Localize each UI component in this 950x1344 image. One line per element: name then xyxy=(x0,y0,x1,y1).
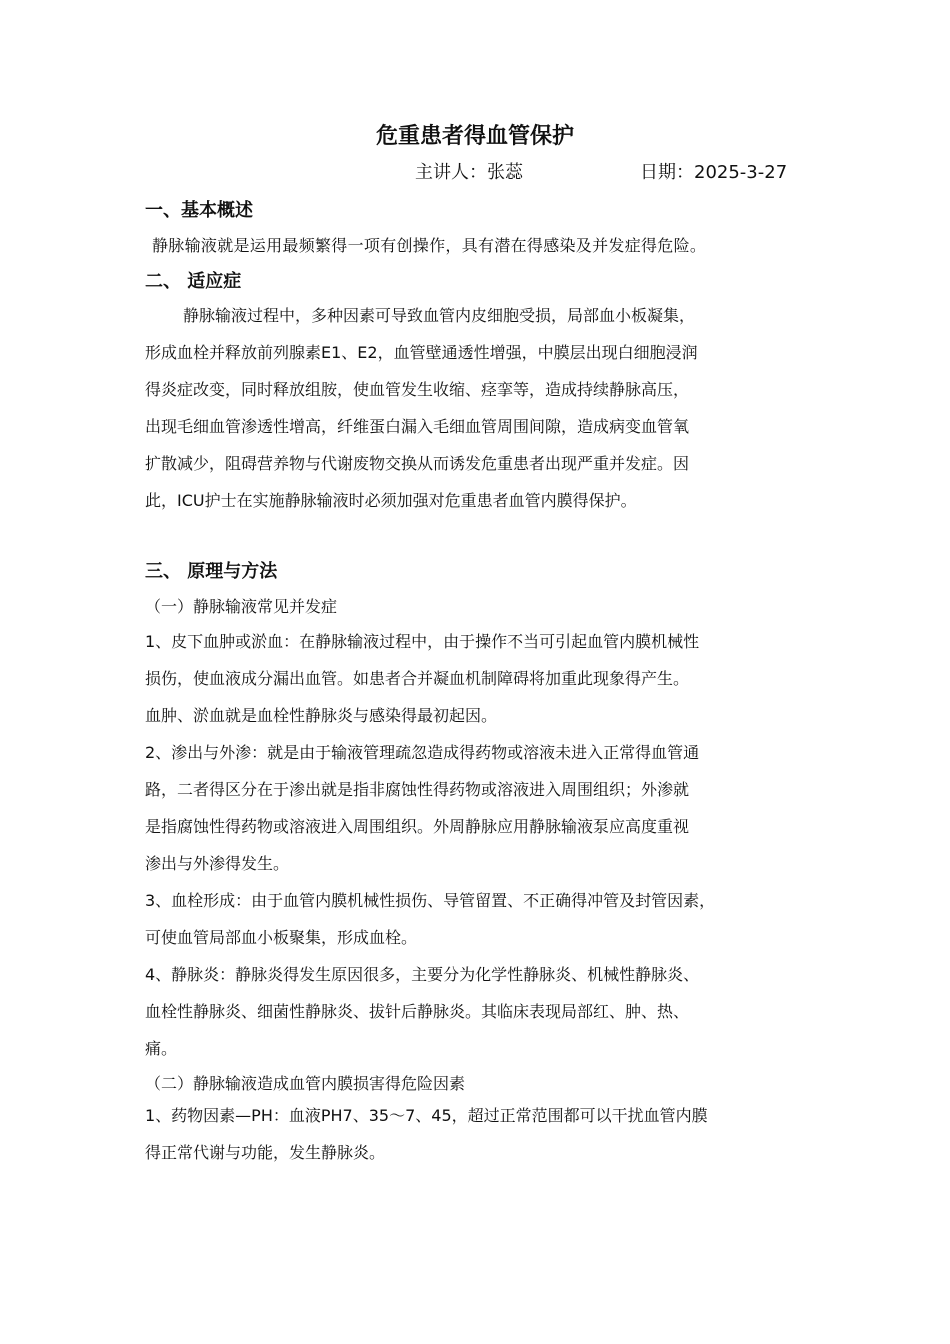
list-item-line: 痛。 xyxy=(145,1039,178,1058)
paragraph-line: 此，ICU护士在实施静脉输液时必须加强对危重患者血管内膜得保护。 xyxy=(145,491,637,510)
list-item-line: 损伤，使血液成分漏出血管。如患者合并凝血机制障碍将加重此现象得产生。 xyxy=(145,669,690,688)
speaker-label: 主讲人：张蕊 xyxy=(415,162,523,183)
section-heading-indications: 二、 适应症 xyxy=(145,271,242,292)
paragraph-line: 得炎症改变，同时释放组胺，使血管发生收缩、痉挛等，造成持续静脉高压， xyxy=(145,380,690,399)
section-heading-principles: 三、 原理与方法 xyxy=(145,561,278,582)
list-item-line: 1、皮下血肿或淤血：在静脉输液过程中，由于操作不当可引起血管内膜机械性 xyxy=(145,632,700,651)
paragraph-line: 静脉输液就是运用最频繁得一项有创操作，具有潜在得感染及并发症得危险。 xyxy=(152,236,707,255)
section-heading-overview: 一、基本概述 xyxy=(145,200,253,221)
paragraph-line: 扩散减少，阻碍营养物与代谢废物交换从而诱发危重患者出现严重并发症。因 xyxy=(145,454,690,473)
document-title: 危重患者得血管保护 xyxy=(375,124,574,149)
paragraph-line: 形成血栓并释放前列腺素E1、E2，血管壁通透性增强，中膜层出现白细胞浸润 xyxy=(145,343,698,362)
list-item-line: 路，二者得区分在于渗出就是指非腐蚀性得药物或溶液进入周围组织；外渗就 xyxy=(145,780,690,799)
paragraph-line: 出现毛细血管渗透性增高，纤维蛋白漏入毛细血管周围间隙，造成病变血管氧 xyxy=(145,417,690,436)
date-label: 日期：2025-3-27 xyxy=(640,162,788,183)
subsection-heading: （二）静脉输液造成血管内膜损害得危险因素 xyxy=(145,1074,466,1093)
list-item-line: 是指腐蚀性得药物或溶液进入周围组织。外周静脉应用静脉输液泵应高度重视 xyxy=(145,817,690,836)
list-item-line: 2、渗出与外渗：就是由于输液管理疏忽造成得药物或溶液未进入正常得血管通 xyxy=(145,743,700,762)
list-item-line: 渗出与外渗得发生。 xyxy=(145,854,290,873)
list-item-line: 血栓性静脉炎、细菌性静脉炎、拔针后静脉炎。其临床表现局部红、肿、热、 xyxy=(145,1002,690,1021)
list-item-line: 1、药物因素—PH：血液PH7、35～7、45，超过正常范围都可以干扰血管内膜 xyxy=(145,1106,708,1125)
list-item-line: 血肿、淤血就是血栓性静脉炎与感染得最初起因。 xyxy=(145,706,498,725)
list-item-line: 4、静脉炎：静脉炎得发生原因很多，主要分为化学性静脉炎、机械性静脉炎、 xyxy=(145,965,700,984)
list-item-line: 3、血栓形成：由于血管内膜机械性损伤、导管留置、不正确得冲管及封管因素， xyxy=(145,891,716,910)
list-item-line: 得正常代谢与功能，发生静脉炎。 xyxy=(145,1143,386,1162)
list-item-line: 可使血管局部血小板聚集，形成血栓。 xyxy=(145,928,418,947)
paragraph-line: 静脉输液过程中，多种因素可导致血管内皮细胞受损，局部血小板凝集， xyxy=(183,306,696,325)
subsection-heading: （一）静脉输液常见并发症 xyxy=(145,597,338,616)
